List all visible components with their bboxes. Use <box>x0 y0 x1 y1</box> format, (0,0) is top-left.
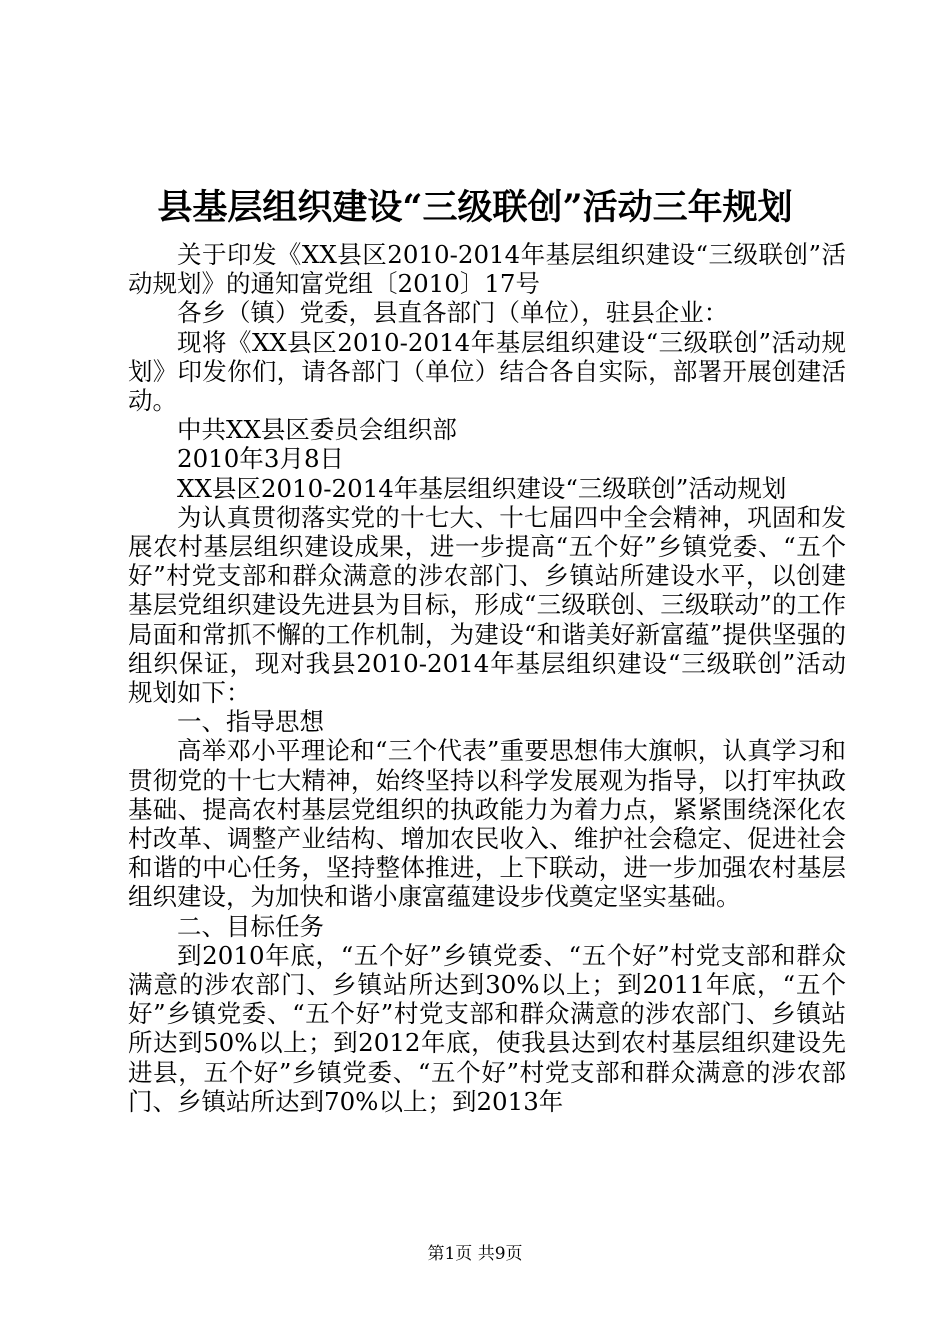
intro-paragraph: 为认真贯彻落实党的十七大、十七届四中全会精神，巩固和发展农村基层组织建设成果，进一步提高“五个好”乡镇党委、“五个好”村党支部和群众满意的涉农部门、乡镇站所建设水平，以创建基层党组织建设先进县为目标，形成“三级联创、三级联动”的工作局面和常抓不懈的工作机制，为建设“和谐美好新富蕴”提供坚强的组织保证，现对我县2010-2014年基层组织建设“三级联创”活动规划如下： <box>128 502 846 708</box>
section-heading-guiding-ideology: 一、指导思想 <box>177 707 324 737</box>
notice-heading-paragraph: 关于印发《XX县区2010-2014年基层组织建设“三级联创”活动规划》的通知富党组〔2010〕17号 <box>128 240 846 299</box>
issuer-paragraph: 中共XX县区委员会组织部 <box>177 415 457 445</box>
page-number-footer: 第1页 共9页 <box>427 1244 523 1264</box>
objectives-paragraph: 到2010年底，“五个好”乡镇党委、“五个好”村党支部和群众满意的涉农部门、乡镇站所达到30%以上；到2011年底，“五个好”乡镇党委、“五个好”村党支部和群众满意的涉农部门、乡镇站所达到50%以上；到2012年底，使我县达到农村基层组织建设先进县，五个好”乡镇党委、“五个好”村党支部和群众满意的涉农部门、乡镇站所达到70%以上；到2013年 <box>128 940 846 1116</box>
date-paragraph: 2010年3月8日 <box>177 444 345 474</box>
document-title: 县基层组织建设“三级联创”活动三年规划 <box>157 187 793 228</box>
notice-body-paragraph: 现将《XX县区2010-2014年基层组织建设“三级联创”活动规划》印发你们，请各部门（单位）结合各自实际，部署开展创建活动。 <box>128 327 846 416</box>
document-body <box>128 240 846 1116</box>
addressee-paragraph: 各乡（镇）党委，县直各部门（单位），驻县企业： <box>177 298 729 328</box>
section-heading-objectives: 二、目标任务 <box>177 911 324 941</box>
guiding-ideology-paragraph: 高举邓小平理论和“三个代表”重要思想伟大旗帜，认真学习和贯彻党的十七大精神，始终坚持以科学发展观为指导，以打牢执政基础、提高农村基层党组织的执政能力为着力点，紧紧围绕深化农村改革、调整产业结构、增加农民收入、维护社会稳定、促进社会和谐的中心任务，坚持整体推进，上下联动，进一步加强农村基层组织建设，为加快和谐小康富蕴建设步伐奠定坚实基础。 <box>128 736 846 912</box>
plan-title-paragraph: XX县区2010-2014年基层组织建设“三级联创”活动规划 <box>177 473 787 503</box>
